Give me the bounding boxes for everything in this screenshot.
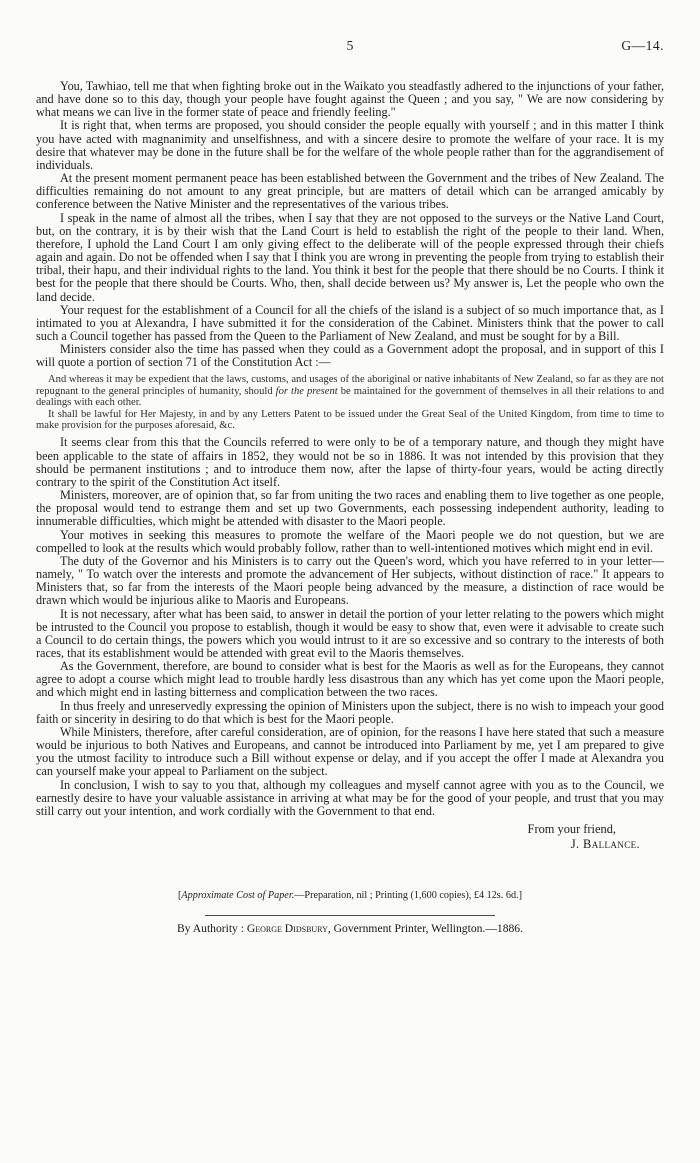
text-run: Ministers, moreover, are of opinion that, so far from uniting the two races and enabling them to live together as one people, the proposal would tend to estrange them and set up two Governments, each possessing independent authority, leading to innumerable difficulties, which might be attended with disaster to the Maori people. xyxy=(36,488,664,529)
paragraph xyxy=(36,212,664,304)
text-run: You, Tawhiao, tell me that when fighting broke out in the Waikato you steadfastly adhered to the injunctions of your father, and have done so to this day, though your people have fought against the Queen ; and you say, " We are now considering by what means we can live in the former state of peace and friendly feeling." xyxy=(36,79,664,120)
paragraph xyxy=(36,529,664,555)
text-run: It shall be lawful for Her Majesty, in and by any Letters Patent to be issued under the Great Seal of the United Kingdom, from time to time to make provision for the purposes aforesaid, &c. xyxy=(36,408,664,432)
page-header xyxy=(36,38,664,56)
paragraph xyxy=(36,409,664,432)
paper-code: G—14. xyxy=(621,38,664,53)
paragraph xyxy=(36,304,664,343)
text-run: Your request for the establishment of a Council for all the chiefs of the island is a subject of so much importance that, as I intimated to you at Alexandra, I have submitted it for the consideration of the Cabinet. Ministers think that the power to call such a Council together has passed from the Queen to the Parliament of New Zealand, and must be sought for by a Bill. xyxy=(36,302,664,343)
paragraph xyxy=(36,555,664,608)
text-run: George Didsbury xyxy=(246,922,328,935)
paragraph xyxy=(36,700,664,726)
text-run: [ xyxy=(178,890,182,901)
text-run: J. xyxy=(570,837,584,851)
paragraph xyxy=(36,779,664,818)
imprint-line xyxy=(36,922,664,935)
letter-body xyxy=(36,80,664,818)
paragraph xyxy=(36,374,664,408)
text-run: Ministers consider also the time has passed when they could as a Government adopt the proposal, and in support of this I will quote a portion of section 71 of the Constitution Act :— xyxy=(36,342,664,370)
text-run: As the Government, therefore, are bound to consider what is best for the Maoris as well as for the Europeans, they cannot agree to adopt a course which might lead to trouble hardly less disastrous than any which has yet come upon the Maori people, and which might end in lasting bitterness and complication between the two races. xyxy=(36,659,664,700)
closing-signature xyxy=(36,837,664,852)
paragraph xyxy=(36,489,664,528)
closing-salutation: From your friend, xyxy=(527,822,616,836)
text-run: And whereas it may be expedient that the laws, customs, and usages of the aboriginal or native inhabitants of New Zealand, so far as they are not repugnant to the general principles of humanity, should xyxy=(36,374,664,397)
page-number: 5 xyxy=(346,38,354,53)
text-run: be maintained for the government of themselves in all their relations to and dealings with each other. xyxy=(36,385,664,409)
divider-rule xyxy=(205,915,495,916)
paragraph xyxy=(36,343,664,369)
paragraph xyxy=(36,608,664,661)
closing-block xyxy=(36,822,664,852)
paragraph xyxy=(36,726,664,779)
text-run: I speak in the name of almost all the tribes, when I say that they are not opposed to the surveys or the Native Land Court, but, on the contrary, it is by their wish that the Land Court is held to establish the right of the people to their land. When, therefore, I uphold the Land Court I am only giving effect to the deliberate will of the people expressed through their chiefs again and again. Do not be offended when I say that I think you are wrong in preventing the people from trying to establish their tribal, their hapu, and their individual rights to the land. You think it best for the people that there should be no Courts. I think it best for the people that there should be Courts. Who, then, shall decide between us? My answer is, Let the people who own the land decide. xyxy=(36,210,664,304)
paragraph xyxy=(36,80,664,119)
text-run: At the present moment permanent peace has been established between the Government and the tribes of New Zealand. The difficulties remaining do not amount to any great principle, but are matters of detail which can be arranged amicably by conference between the Native Minister and the representatives of the various tribes. xyxy=(36,171,664,212)
paragraph xyxy=(36,119,664,172)
text-run: —Preparation, nil ; Printing (1,600 copies), £4 12s. 6d.] xyxy=(294,890,522,901)
text-run: It is right that, when terms are proposed, you should consider the people equally with yourself ; and in this matter I think you have acted with magnanimity and unselfishness, and with a sincere desire to promote the welfare of your race. It is my desire that whatever may be done in the future shall be for the welfare of the whole people rather than for the aggrandisement of individuals. xyxy=(36,118,664,172)
paragraph xyxy=(36,172,664,211)
text-run: Your motives in seeking this measures to promote the welfare of the Maori people we do not question, but we are compelled to look at the results which would probably follow, rather than to well-intentioned motives which might end in evil. xyxy=(36,527,664,555)
paragraph xyxy=(36,436,664,489)
text-run: Approximate Cost of Paper. xyxy=(181,890,295,901)
text-run: It seems clear from this that the Councils referred to were only to be of a temporary nature, and though they might have been applicable to the state of affairs in 1852, they would not be so in 1886. It was not intended by this provision that they should be permanent institutions ; and to introduce them now, after the lapse of thirty-four years, would be acting directly contrary to the spirit of the Constitution Act itself. xyxy=(36,435,664,489)
text-run: In thus freely and unreservedly expressing the opinion of Ministers upon the subject, there is no wish to impeach your good faith or sincerity in desiring to do that which is best for the Maori people. xyxy=(36,698,664,726)
text-run: By Authority : xyxy=(176,922,247,935)
cost-of-paper-footnote xyxy=(36,890,664,901)
text-run: It is not necessary, after what has been said, to answer in detail the portion of your letter relating to the powers which might be intrusted to the Council you propose to establish, though it would be easy to show that, even were it advisable to create such a Council to do certain things, the powers which you would intrust to it are so excessive and so contrary to the interests of both races, that its establishment would be attended with great evil to the Maoris themselves. xyxy=(36,606,664,660)
paragraph xyxy=(36,660,664,699)
text-run: In conclusion, I wish to say to you that, although my colleagues and myself cannot agree with you as to the Council, we earnestly desire to have your valuable assistance in arriving at what may be for the good of your people, and trust that you may still carry out your intention, and work cordially with the Government to that end. xyxy=(36,777,664,818)
text-run: , Government Printer, Wellington.—1886. xyxy=(327,922,523,935)
text-run: Ballance. xyxy=(583,837,640,851)
text-run: While Ministers, therefore, after careful consideration, are of opinion, for the reasons I have here stated that such a measure would be injurious to both Natives and Europeans, and cannot be introduced into Parliament by me, yet I am prepared to give you the utmost facility to introduce such a Bill without expense or delay, and if you accept the offer I made at Alexandra you can yourself make your appeal to Parliament on the subject. xyxy=(36,724,664,779)
text-run: The duty of the Governor and his Ministers is to carry out the Queen's word, which you have referred to in your letter—namely, " To watch over the interests and promote the advancement of Her subjects, without distinction of race." It appears to Ministers that, so far from the interests of the Maori people being advanced by the measure, a distinction of race would be drawn which would be injurious alike to Maoris and Europeans. xyxy=(36,553,664,608)
text-run: for the present xyxy=(275,385,338,397)
